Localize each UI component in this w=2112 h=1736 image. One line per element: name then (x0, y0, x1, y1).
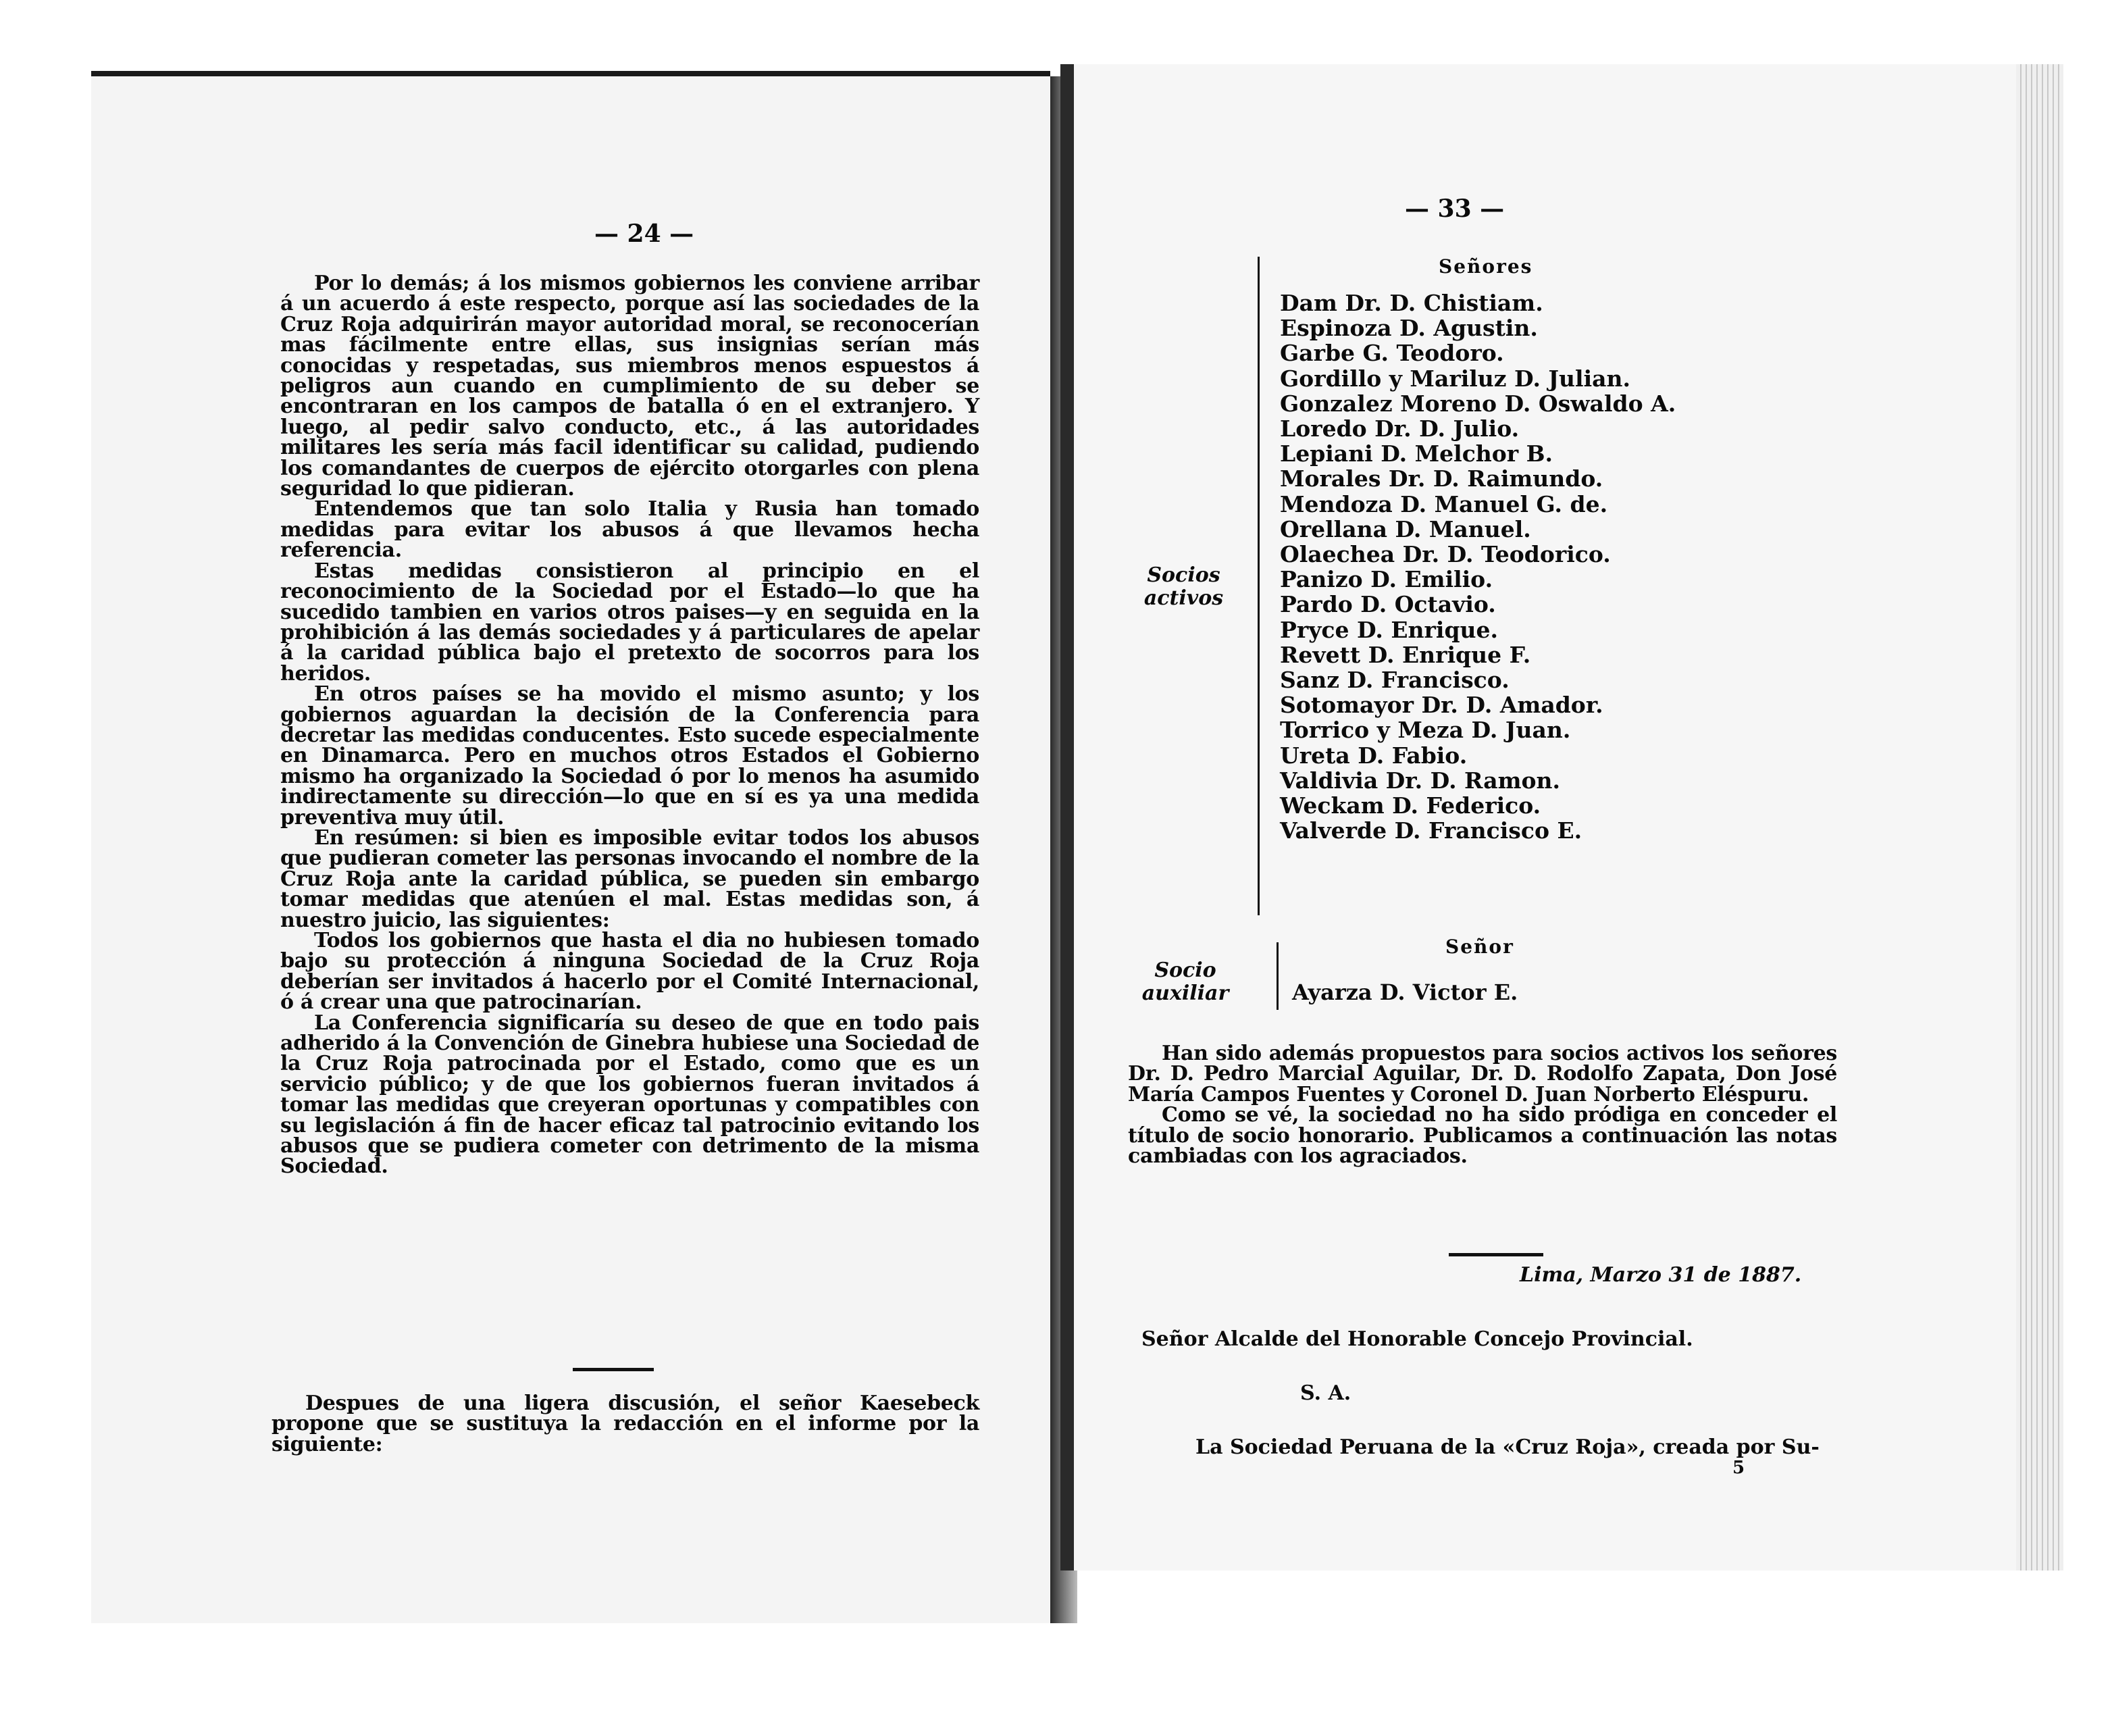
list-item: Weckam D. Federico. (1280, 792, 1541, 819)
active-members-list (1280, 290, 1676, 843)
list-item: Sanz D. Francisco. (1280, 667, 1510, 694)
prodiga-paragraph: Como se vé, la sociedad no ha sido pródiga en conceder el título de socio honorario. Publicamos a continuación las notas cambiadas con los agraciados. (1128, 1103, 1837, 1169)
proposed-paragraph: Han sido además propuestos para socios activos los señores Dr. D. Pedro Marcial Aguilar, Dr. D. Rodolfo Zapata, Don José María Campos Fuentes y Coronel D. Juan Norberto Eléspuru. (1128, 1042, 1837, 1106)
list-item: Morales Dr. D. Raimundo. (1280, 465, 1603, 492)
active-members-label: Socios activos (1143, 563, 1224, 610)
paragraph: En otros países se ha movido el mismo asunto; y los gobiernos aguardan la decisión de la Conferencia para decretar las medidas conducentes. Esto sucede especialmente en Dinamarca. Pero en muchos otros Estados el Gobierno mismo ha organizado la Sociedad ó por lo menos ha asumido indirectamente su dirección—lo que en sí es ya una medida preventiva muy útil. (280, 682, 979, 829)
section-divider (1449, 1253, 1543, 1256)
auxiliary-member: Ayarza D. Victor E. (1292, 979, 1518, 1005)
letter-start: La Sociedad Peruana de la «Cruz Roja», creada por Su- (1195, 1435, 1820, 1459)
list-item: Espinoza D. Agustin. (1280, 315, 1538, 342)
list-item: Ureta D. Fabio. (1280, 742, 1468, 769)
paragraph: La Conferencia significaría su deseo de que en todo pais adherido á la Convención de Ginebra hubiese una Sociedad de la Cruz Roja patrocinada por el Estado, como que es un servicio público; y de que los gobiernos fueran invitados á tomar las medidas que creyeran oportunas y compatibles con su legislación á fin de hacer eficaz tal patrocinio evitando los abusos que se pudiera cometer con detrimento de la misma Sociedad. (280, 1011, 979, 1179)
salutation: S. A. (1300, 1381, 1351, 1405)
left-closing-text (272, 1394, 979, 1455)
addressee: Señor Alcalde del Honorable Concejo Provincial. (1141, 1327, 1693, 1351)
paragraph: En resúmen: si bien es imposible evitar todos los abusos que pudieran cometer las personas invocando el nombre de la Cruz Roja ante la caridad pública, se pueden sin embargo tomar medidas que atenúen el mal. Estas medidas son, á nuestro juicio, las siguientes: (280, 825, 979, 932)
heading-senores: Señores (1439, 255, 1533, 278)
paragraph: Estas medidas consistieron al principio en el reconocimiento de la Sociedad por el Estado—lo que ha sucedido tambien en varios otros paises—y en seguida en la prohibición á las demás sociedades y á particulares de apelar á la caridad pública bajo el pretexto de socorros para los heridos. (280, 559, 979, 686)
list-item: Revett D. Enrique F. (1280, 641, 1531, 668)
closing-paragraph: Despues de una ligera discusión, el señor Kaesebeck propone que se sustituya la redacción en el informe por la siguiente: (272, 1392, 979, 1456)
right-page-number: — 33 — (1405, 195, 1505, 223)
auxiliary-bracket (1277, 942, 1279, 1010)
list-item: Loredo Dr. D. Julio. (1280, 415, 1520, 442)
members-bracket (1258, 257, 1260, 915)
paragraph: Todos los gobiernos que hasta el dia no hubiesen tomado bajo su protección á ninguna Sociedad de la Cruz Roja deberían ser invitados á hacerlo por el Comité Internacional, ó á crear una que patrocinarían. (280, 929, 979, 1015)
signature-mark: 5 (1732, 1458, 1745, 1478)
list-item: Pryce D. Enrique. (1280, 616, 1498, 643)
heading-senor: Señor (1445, 936, 1514, 958)
list-item: Garbe G. Teodoro. (1280, 340, 1504, 367)
left-page-number: — 24 — (594, 220, 694, 248)
paragraph: Entendemos que tan solo Italia y Rusia han tomado medidas para evitar los abusos á que llevamos hecha referencia. (280, 497, 979, 563)
right-body-text (1128, 1044, 1837, 1167)
list-item: Valdivia Dr. D. Ramon. (1280, 767, 1561, 794)
page-edges (2016, 64, 2063, 1571)
list-item: Gonzalez Moreno D. Oswaldo A. (1280, 390, 1676, 417)
list-item: Lepiani D. Melchor B. (1280, 440, 1553, 467)
list-item: Torrico y Meza D. Juan. (1280, 717, 1571, 744)
paragraph: Por lo demás; á los mismos gobiernos les conviene arribar á un acuerdo á este respecto, porque así las sociedades de la Cruz Roja adquirirán mayor autoridad moral, se reconocerían mas fácilmente entre ellas, sus insignias serían más conocidas y respetadas, sus miembros menos espuestos á peligros aun cuando en cumplimiento de su deber se encontraran en los campos de batalla ó en el extranjero. Y luego, al pedir salvo conducto, etc., á las autoridades militares les sería más facil identificar su calidad, pudiendo los comandantes de cuerpos de ejército otorgarles con plena seguridad lo que pidieran. (280, 272, 979, 501)
list-item: Sotomayor Dr. D. Amador. (1280, 692, 1603, 719)
list-item: Valverde D. Francisco E. (1280, 817, 1582, 844)
list-item: Mendoza D. Manuel G. de. (1280, 490, 1608, 517)
left-page-body (280, 274, 979, 1177)
list-item: Olaechea Dr. D. Teodorico. (1280, 541, 1611, 568)
list-item: Pardo D. Octavio. (1280, 591, 1496, 618)
list-item: Orellana D. Manuel. (1280, 515, 1531, 542)
list-item: Panizo D. Emilio. (1280, 566, 1493, 593)
list-item: Dam Dr. D. Chistiam. (1280, 290, 1543, 316)
section-divider (573, 1368, 654, 1371)
auxiliary-member-label: Socio auxiliar (1141, 959, 1229, 1005)
list-item: Gordillo y Mariluz D. Julian. (1280, 365, 1630, 392)
dateline: Lima, Marzo 31 de 1887. (1520, 1263, 1802, 1287)
